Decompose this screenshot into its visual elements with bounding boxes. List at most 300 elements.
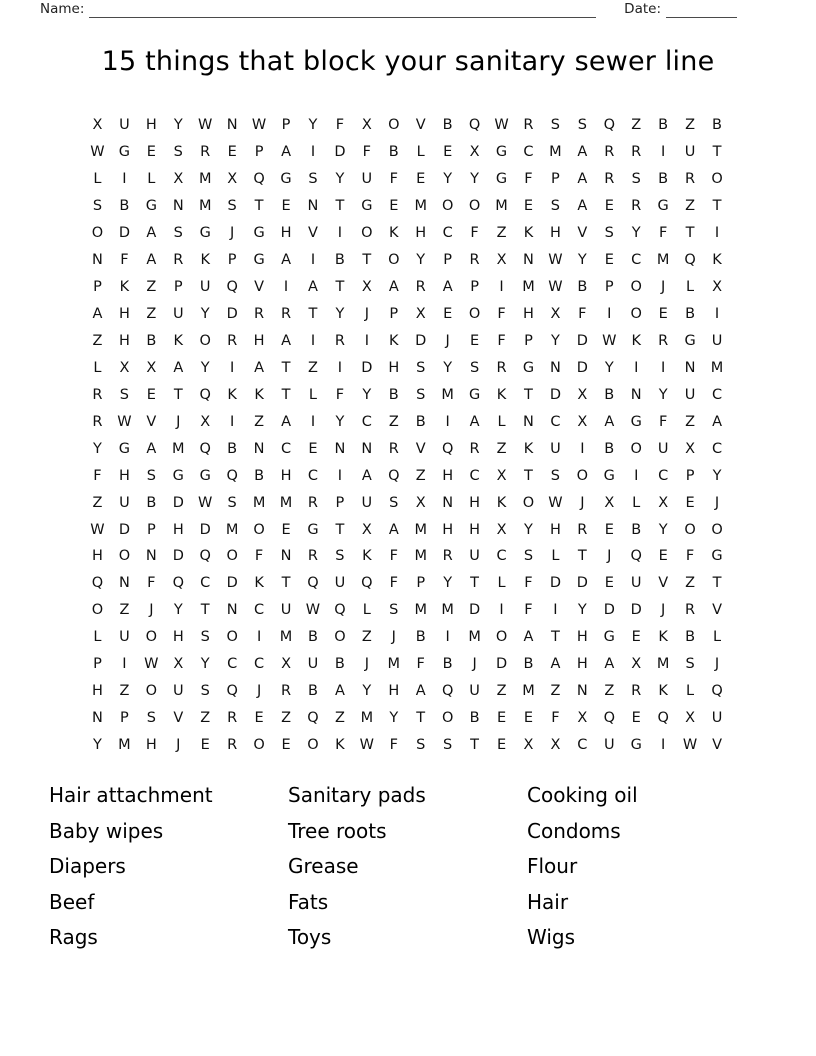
grid-letter: T xyxy=(470,575,480,592)
grid-letter: B xyxy=(415,413,426,430)
grid-letter: X xyxy=(361,279,372,296)
grid-letter: S xyxy=(389,602,399,619)
date-blank-line xyxy=(666,3,737,18)
word-item: Wigs xyxy=(527,925,576,950)
grid-letter: K xyxy=(254,386,264,403)
grid-letter: M xyxy=(414,548,427,565)
grid-letter: Z xyxy=(146,306,157,323)
word-item: Tree roots xyxy=(288,818,387,843)
grid-letter: A xyxy=(146,252,157,269)
grid-letter: C xyxy=(200,575,211,592)
grid-letter: I xyxy=(364,332,369,349)
grid-letter: H xyxy=(172,521,184,538)
word-item: Diapers xyxy=(49,854,126,879)
grid-letter: V xyxy=(173,710,184,727)
grid-letter: M xyxy=(279,629,293,646)
grid-letter: B xyxy=(388,386,399,403)
grid-letter: P xyxy=(416,575,426,592)
grid-letter: Z xyxy=(92,332,103,349)
grid-letter: W xyxy=(602,332,617,349)
grid-letter: S xyxy=(146,467,156,484)
grid-letter: B xyxy=(146,332,157,349)
grid-letter: L xyxy=(93,629,102,646)
grid-letter: P xyxy=(685,467,695,484)
grid-letter: I xyxy=(661,144,666,161)
grid-letter: K xyxy=(631,332,641,349)
grid-letter: I xyxy=(283,279,289,296)
grid-letter: H xyxy=(469,494,481,511)
grid-letter: A xyxy=(281,144,291,161)
grid-letter: F xyxy=(416,656,425,673)
grid-letter: Z xyxy=(281,710,291,727)
grid-letter: E xyxy=(254,710,264,727)
grid-letter: X xyxy=(119,359,130,376)
grid-letter: S xyxy=(469,359,480,376)
grid-letter: G xyxy=(711,548,723,565)
grid-letter: E xyxy=(631,629,641,646)
grid-letter: F xyxy=(578,306,587,323)
grid-letter: F xyxy=(470,225,479,242)
word-item: Toys xyxy=(288,925,332,950)
grid-letter: W xyxy=(251,117,267,134)
grid-letter: E xyxy=(227,144,237,161)
grid-letter: T xyxy=(281,359,291,376)
grid-letter: F xyxy=(685,548,695,565)
grid-letter: J xyxy=(149,602,154,619)
grid-letter: M xyxy=(495,198,508,215)
grid-letter: J xyxy=(364,656,369,673)
grid-letter: B xyxy=(577,279,588,296)
grid-letter: I xyxy=(580,440,585,457)
grid-letter: G xyxy=(199,225,211,242)
grid-letter: L xyxy=(362,602,371,619)
grid-letter: N xyxy=(280,548,292,565)
grid-letter: U xyxy=(630,575,642,592)
grid-letter: P xyxy=(93,279,102,296)
grid-letter: G xyxy=(280,171,292,188)
grid-letter: P xyxy=(335,494,345,511)
grid-letter: G xyxy=(307,521,319,538)
grid-letter: Y xyxy=(658,521,668,538)
grid-letter: M xyxy=(656,252,670,269)
word-item: Baby wipes xyxy=(49,818,164,843)
grid-letter: S xyxy=(146,710,156,727)
grid-letter: K xyxy=(389,332,399,349)
grid-letter: W xyxy=(682,737,698,754)
grid-letter: D xyxy=(576,359,588,376)
grid-letter: P xyxy=(551,171,560,188)
grid-letter: K xyxy=(254,575,264,592)
grid-letter: R xyxy=(254,306,265,323)
grid-letter: B xyxy=(685,306,696,323)
grid-letter: X xyxy=(631,656,642,673)
grid-letter: A xyxy=(415,683,426,700)
grid-letter: E xyxy=(281,521,291,538)
grid-letter: O xyxy=(711,171,723,188)
grid-letter: Q xyxy=(361,575,373,592)
grid-letter: X xyxy=(712,279,722,296)
grid-letter: K xyxy=(658,629,668,646)
word-list-column xyxy=(49,778,288,956)
grid-letter: O xyxy=(199,332,211,349)
grid-letter: O xyxy=(711,521,723,538)
grid-letter: Q xyxy=(441,440,454,457)
grid-letter: Q xyxy=(226,683,238,700)
grid-letter: K xyxy=(389,225,399,242)
grid-letter: O xyxy=(334,629,346,646)
grid-letter: P xyxy=(281,117,291,134)
grid-letter: M xyxy=(198,171,212,188)
grid-letter: M xyxy=(468,629,481,646)
grid-letter: P xyxy=(389,306,399,323)
grid-letter: D xyxy=(549,386,561,403)
grid-letter: N xyxy=(226,602,238,619)
grid-letter: H xyxy=(388,359,400,376)
grid-letter: I xyxy=(230,359,235,376)
grid-letter: B xyxy=(712,117,722,134)
grid-letter: V xyxy=(254,279,265,296)
grid-letter: S xyxy=(119,386,130,403)
grid-letter: S xyxy=(523,548,534,565)
grid-letter: R xyxy=(469,440,480,457)
grid-letter: X xyxy=(173,171,184,188)
grid-letter: Q xyxy=(307,710,319,727)
grid-letter: A xyxy=(442,279,453,296)
grid-letter: Q xyxy=(630,548,642,565)
grid-letter: Y xyxy=(200,306,210,323)
grid-letter: J xyxy=(472,656,477,673)
grid-letter: B xyxy=(604,386,615,403)
grid-letter: I xyxy=(337,359,343,376)
grid-letter: X xyxy=(577,413,588,430)
grid-letter: U xyxy=(199,279,211,296)
grid-letter: T xyxy=(362,252,372,269)
grid-letter: E xyxy=(200,737,210,754)
grid-letter: E xyxy=(281,737,291,754)
grid-letter: Q xyxy=(468,117,481,134)
grid-letter: C xyxy=(711,386,723,403)
grid-letter: F xyxy=(524,575,533,592)
grid-letter: X xyxy=(415,306,426,323)
grid-letter: C xyxy=(254,602,265,619)
grid-letter: A xyxy=(577,171,588,188)
grid-letter: G xyxy=(253,225,265,242)
grid-letter: Y xyxy=(470,171,480,188)
grid-letter: Y xyxy=(173,117,183,134)
grid-letter: M xyxy=(198,198,212,215)
grid-letter: H xyxy=(280,225,292,242)
grid-letter: U xyxy=(550,440,561,457)
grid-letter: U xyxy=(119,629,130,646)
grid-letter: D xyxy=(603,602,615,619)
grid-letter: F xyxy=(524,171,533,188)
grid-letter: J xyxy=(661,279,666,296)
grid-letter: V xyxy=(577,225,588,242)
grid-letter: A xyxy=(254,359,265,376)
grid-letter: Q xyxy=(388,467,400,484)
grid-letter: Q xyxy=(603,117,615,134)
grid-letter: H xyxy=(280,467,292,484)
grid-letter: B xyxy=(146,494,157,511)
grid-letter: O xyxy=(495,629,508,646)
grid-letter: E xyxy=(658,548,668,565)
grid-letter: B xyxy=(604,440,615,457)
grid-letter: Y xyxy=(335,413,345,430)
grid-letter: T xyxy=(685,225,695,242)
grid-letter: Y xyxy=(631,225,641,242)
grid-letter: R xyxy=(631,144,642,161)
grid-letter: K xyxy=(362,548,372,565)
grid-letter: K xyxy=(227,386,237,403)
grid-letter: G xyxy=(630,413,642,430)
grid-letter: O xyxy=(91,225,104,242)
grid-letter: Z xyxy=(685,413,696,430)
grid-letter: Y xyxy=(443,359,453,376)
grid-letter: Q xyxy=(226,467,238,484)
grid-letter: S xyxy=(631,171,641,188)
grid-letter: U xyxy=(711,710,723,727)
name-blank-line xyxy=(89,3,596,18)
grid-letter: O xyxy=(118,548,131,565)
grid-letter: V xyxy=(658,575,669,592)
grid-letter: I xyxy=(310,252,316,269)
grid-letter: A xyxy=(712,413,722,430)
grid-letter: Q xyxy=(603,710,615,727)
grid-letter: B xyxy=(523,656,534,673)
grid-letter: O xyxy=(226,629,238,646)
grid-letter: E xyxy=(604,252,614,269)
grid-letter: Y xyxy=(200,359,210,376)
grid-letter: H xyxy=(172,629,184,646)
grid-letter: E xyxy=(308,440,318,457)
grid-letter: H xyxy=(549,521,561,538)
grid-letter: Q xyxy=(441,683,454,700)
grid-letter: L xyxy=(93,171,102,188)
grid-letter: R xyxy=(388,440,399,457)
grid-letter: J xyxy=(391,629,396,646)
grid-letter: S xyxy=(200,683,210,700)
grid-letter: Y xyxy=(658,386,668,403)
grid-letter: B xyxy=(685,629,696,646)
grid-letter: Y xyxy=(443,575,453,592)
grid-letter: C xyxy=(361,413,372,430)
grid-letter: G xyxy=(145,198,157,215)
grid-letter: Y xyxy=(362,683,372,700)
grid-letter: A xyxy=(361,467,372,484)
grid-letter: M xyxy=(279,494,293,511)
grid-letter: X xyxy=(200,413,211,430)
grid-letter: Z xyxy=(361,629,372,646)
grid-letter: C xyxy=(523,144,534,161)
grid-letter: Z xyxy=(119,683,130,700)
grid-letter: U xyxy=(172,683,184,700)
grid-letter: H xyxy=(145,117,157,134)
grid-letter: N xyxy=(442,494,454,511)
grid-letter: L xyxy=(416,144,425,161)
grid-letter: X xyxy=(227,171,238,188)
grid-letter: O xyxy=(441,710,454,727)
grid-letter: X xyxy=(361,521,372,538)
grid-letter: D xyxy=(226,306,238,323)
grid-letter: O xyxy=(145,629,158,646)
grid-letter: U xyxy=(657,440,669,457)
grid-letter: X xyxy=(550,306,561,323)
grid-letter: T xyxy=(254,198,264,215)
grid-letter: H xyxy=(576,656,588,673)
grid-letter: E xyxy=(604,198,614,215)
grid-letter: E xyxy=(389,198,399,215)
grid-letter: N xyxy=(576,683,588,700)
grid-letter: E xyxy=(146,144,156,161)
grid-letter: S xyxy=(416,359,426,376)
grid-letter: W xyxy=(198,494,213,511)
grid-letter: G xyxy=(468,386,481,403)
grid-letter: Z xyxy=(604,683,615,700)
grid-letter: Z xyxy=(92,494,103,511)
grid-letter: I xyxy=(310,413,316,430)
grid-letter: Z xyxy=(496,440,507,457)
grid-letter: C xyxy=(280,440,292,457)
grid-letter: G xyxy=(684,332,696,349)
grid-letter: Y xyxy=(577,602,587,619)
grid-letter: F xyxy=(389,171,398,188)
grid-letter: W xyxy=(305,602,321,619)
grid-letter: P xyxy=(227,252,237,269)
grid-letter: S xyxy=(604,225,614,242)
grid-letter: P xyxy=(604,279,614,296)
grid-letter: I xyxy=(337,467,343,484)
grid-letter: G xyxy=(118,144,131,161)
grid-letter: C xyxy=(254,656,265,673)
grid-letter: W xyxy=(144,656,159,673)
grid-letter: L xyxy=(686,683,695,700)
grid-letter: Y xyxy=(577,252,587,269)
grid-letter: R xyxy=(307,548,318,565)
grid-letter: T xyxy=(416,710,426,727)
grid-letter: I xyxy=(714,225,720,242)
grid-letter: M xyxy=(414,521,427,538)
grid-letter: J xyxy=(661,602,666,619)
grid-letter: O xyxy=(630,306,642,323)
grid-letter: B xyxy=(658,117,669,134)
grid-letter: N xyxy=(549,359,561,376)
grid-letter: R xyxy=(631,198,642,215)
grid-letter: J xyxy=(714,656,720,673)
grid-letter: H xyxy=(253,332,265,349)
grid-letter: M xyxy=(656,656,670,673)
grid-letter: Z xyxy=(685,117,696,134)
grid-letter: Y xyxy=(335,306,345,323)
grid-letter: U xyxy=(119,494,130,511)
grid-letter: E xyxy=(685,494,695,511)
grid-letter: B xyxy=(334,656,345,673)
grid-letter: D xyxy=(576,332,588,349)
grid-letter: C xyxy=(469,467,480,484)
grid-letter: X xyxy=(469,144,480,161)
grid-letter: D xyxy=(361,359,373,376)
grid-letter: U xyxy=(172,306,184,323)
grid-letter: C xyxy=(658,467,669,484)
grid-letter: I xyxy=(553,602,558,619)
grid-letter: N xyxy=(523,252,534,269)
grid-letter: M xyxy=(360,710,374,727)
grid-letter: X xyxy=(550,737,561,754)
grid-letter: R xyxy=(523,117,534,134)
grid-letter: Z xyxy=(415,467,426,484)
name-label: Name: xyxy=(40,1,85,17)
grid-letter: D xyxy=(469,602,481,619)
grid-letter: A xyxy=(281,413,291,430)
grid-letter: Z xyxy=(631,117,642,134)
grid-letter: N xyxy=(630,386,642,403)
grid-letter: W xyxy=(359,737,375,754)
grid-letter: T xyxy=(335,279,345,296)
grid-letter: U xyxy=(307,656,319,673)
grid-letter: I xyxy=(661,737,666,754)
grid-letter: O xyxy=(145,683,158,700)
grid-letter: O xyxy=(307,737,319,754)
grid-letter: Y xyxy=(173,602,183,619)
grid-letter: I xyxy=(607,306,612,323)
grid-letter: J xyxy=(445,332,450,349)
grid-letter: U xyxy=(361,494,373,511)
grid-letter: G xyxy=(603,629,615,646)
grid-letter: S xyxy=(416,386,426,403)
grid-letter: J xyxy=(256,683,262,700)
grid-letter: Q xyxy=(307,575,319,592)
grid-letter: P xyxy=(524,332,533,349)
grid-letter: E xyxy=(658,306,668,323)
grid-letter: T xyxy=(550,629,560,646)
grid-letter: J xyxy=(607,548,612,565)
grid-letter: I xyxy=(122,171,127,188)
grid-letter: T xyxy=(712,198,722,215)
grid-letter: C xyxy=(227,656,238,673)
grid-letter: R xyxy=(334,332,345,349)
grid-letter: D xyxy=(415,332,427,349)
grid-letter: V xyxy=(712,737,722,754)
grid-letter: R xyxy=(307,494,318,511)
grid-letter: O xyxy=(684,521,696,538)
grid-letter: M xyxy=(441,602,454,619)
grid-letter: H xyxy=(469,521,481,538)
grid-letter: S xyxy=(416,737,426,754)
grid-letter: R xyxy=(604,171,615,188)
word-list-column xyxy=(288,778,527,956)
grid-letter: Q xyxy=(199,440,211,457)
grid-letter: S xyxy=(685,656,695,673)
word-item: Rags xyxy=(49,925,98,950)
grid-letter: O xyxy=(441,198,454,215)
grid-letter: A xyxy=(388,521,399,538)
grid-letter: G xyxy=(522,359,535,376)
grid-letter: E xyxy=(443,144,453,161)
grid-letter: C xyxy=(577,737,588,754)
grid-letter: S xyxy=(577,117,587,134)
grid-letter: I xyxy=(445,413,450,430)
grid-letter: D xyxy=(549,575,561,592)
grid-letter: X xyxy=(281,656,291,673)
grid-letter: E xyxy=(604,521,614,538)
grid-letter: R xyxy=(200,144,211,161)
grid-letter: M xyxy=(252,494,266,511)
grid-letter: K xyxy=(523,440,534,457)
grid-letter: E xyxy=(416,171,426,188)
grid-letter: Q xyxy=(199,548,211,565)
grid-letter: F xyxy=(93,467,102,484)
grid-letter: Z xyxy=(388,413,399,430)
grid-letter: P xyxy=(146,521,156,538)
